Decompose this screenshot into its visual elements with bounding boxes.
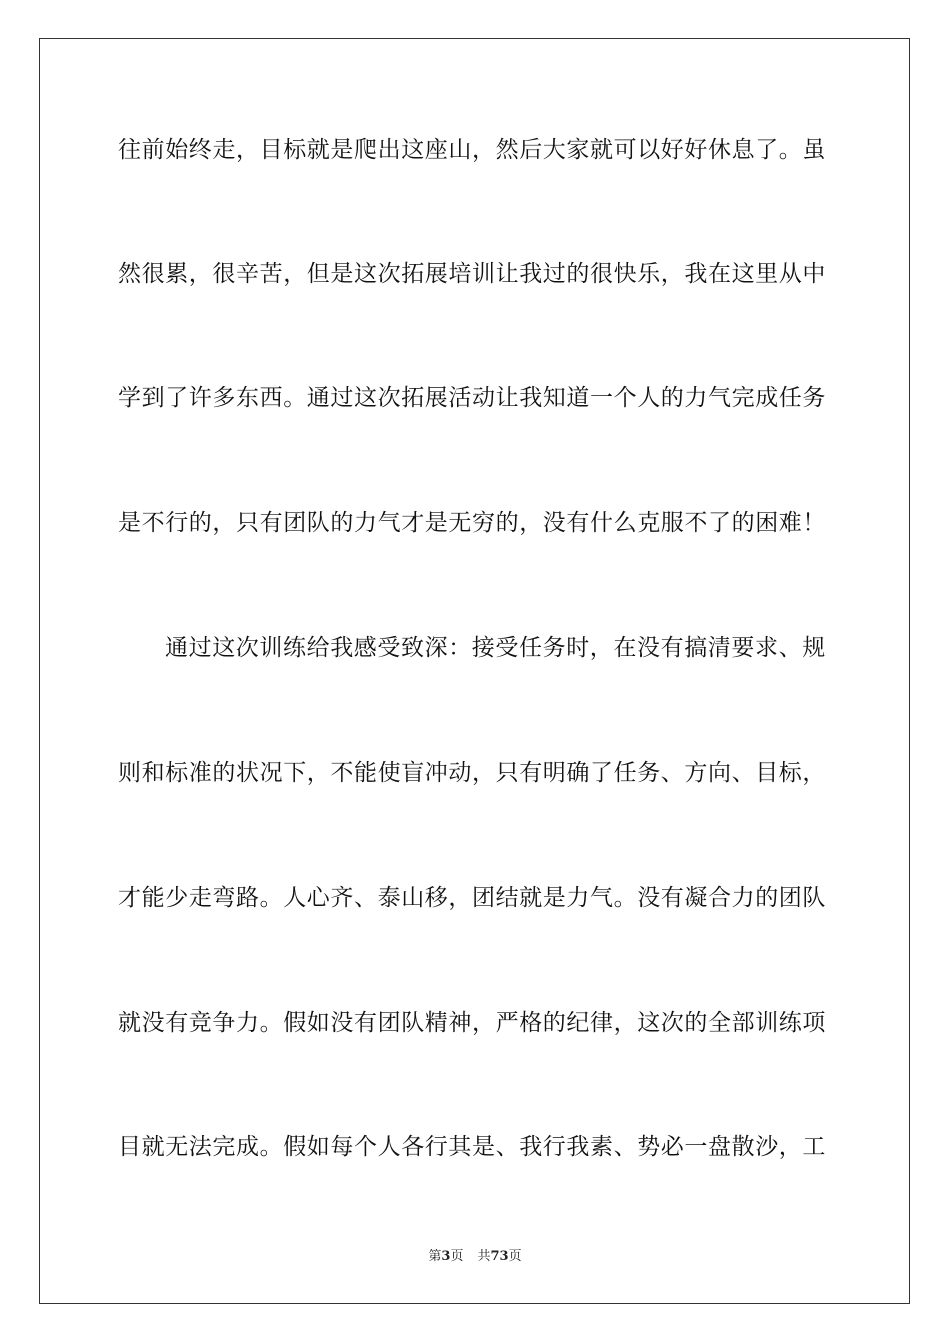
page-border — [39, 38, 910, 1304]
page-suffix: 页 — [450, 1249, 464, 1264]
text-line-1: 往前始终走，目标就是爬出这座山，然后大家就可以好好休息了。虽 — [118, 137, 826, 163]
total-prefix: 共 — [477, 1249, 491, 1264]
page-prefix: 第 — [428, 1249, 442, 1264]
total-pages: 73 — [490, 1249, 509, 1264]
text-line-3: 学到了许多东西。通过这次拓展活动让我知道一个人的力气完成任务 — [118, 385, 826, 411]
text-line-7: 才能少走弯路。人心齐、泰山移，团结就是力气。没有凝合力的团队 — [118, 885, 826, 911]
total-suffix: 页 — [508, 1249, 522, 1264]
text-line-9: 目就无法完成。假如每个人各行其是、我行我素、势必一盘散沙，工 — [118, 1134, 826, 1160]
page-number: 3 — [441, 1249, 451, 1264]
text-line-8: 就没有竞争力。假如没有团队精神，严格的纪律，这次的全部训练项 — [118, 1010, 826, 1036]
text-line-6: 则和标准的状况下，不能使盲冲动，只有明确了任务、方向、目标， — [118, 760, 826, 786]
text-line-2: 然很累，很辛苦，但是这次拓展培训让我过的很快乐，我在这里从中 — [118, 261, 826, 287]
text-line-5-paragraph-start: 通过这次训练给我感受致深：接受任务时，在没有搞清要求、规 — [165, 635, 826, 661]
page-footer — [0, 1248, 950, 1266]
text-line-4: 是不行的，只有团队的力气才是无穷的，没有什么克服不了的困难！ — [118, 510, 826, 536]
